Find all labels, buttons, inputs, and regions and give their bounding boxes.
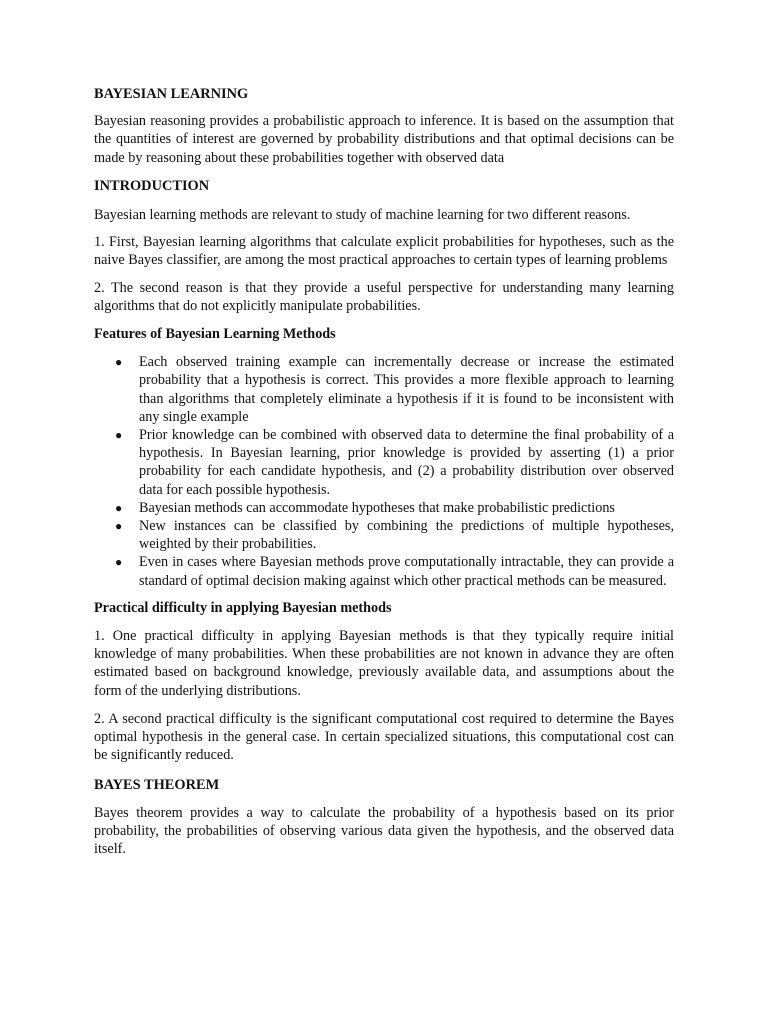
difficulty-heading: Practical difficulty in applying Bayesian methods [94, 599, 392, 616]
features-list [94, 353, 674, 590]
bayes-theorem-heading: BAYES THEOREM [94, 776, 220, 793]
bayesian-learning-paragraph: Bayesian reasoning provides a probabilistic approach to inference. It is based on the assumption that the quantities of interest are governed by probability distributions and that optimal decisions can be made by reasoning about these probabilities together with observed data [94, 113, 674, 166]
bullet-icon: ● [115, 555, 123, 570]
difficulty-paragraph-1: 1. One practical difficulty in applying Bayesian methods is that they typically require initial knowledge of many probabilities. When these probabilities are not known in advance they are often estimated based on background knowledge, previously available data, and assumptions about the form of the underlying distributions. [94, 628, 674, 699]
introduction-heading: INTRODUCTION [94, 177, 210, 194]
introduction-paragraph-1: Bayesian learning methods are relevant to study of machine learning for two different reasons. [94, 207, 631, 224]
features-heading: Features of Bayesian Learning Methods [94, 326, 336, 343]
bullet-icon: ● [115, 519, 123, 534]
bullet-icon: ● [115, 355, 123, 370]
features-list-item: ● Even in cases where Bayesian methods prove computationally intractable, they can provide a standard of optimal decision making against which other practical methods can be measured. [115, 554, 674, 589]
bullet-icon: ● [115, 428, 123, 443]
bayes-theorem-paragraph: Bayes theorem provides a way to calculate the probability of a hypothesis based on its prior probability, the probabilities of observing various data given the hypothesis, and the observed data itself. [94, 804, 674, 858]
introduction-paragraph-3: 2. The second reason is that they provide a useful perspective for understanding many learning algorithms that do not explicitly manipulate probabilities. [94, 279, 674, 314]
introduction-paragraph-2: 1. First, Bayesian learning algorithms that calculate explicit probabilities for hypotheses, such as the naive Bayes classifier, are among the most practical approaches to certain types of learning problems [94, 234, 674, 269]
bullet-icon: ● [115, 500, 123, 515]
features-list-item: ● Prior knowledge can be combined with observed data to determine the final probability of a hypothesis. In Bayesian learning, prior knowledge is provided by asserting (1) a prior probability for each candidate hypothesis, and (2) a probability distribution over observed data for each possible hypothesis. [115, 427, 674, 498]
features-list-item: ● New instances can be classified by combining the predictions of multiple hypotheses, weighted by their probabilities. [115, 518, 674, 553]
bayesian-learning-heading: BAYESIAN LEARNING [94, 86, 249, 102]
difficulty-paragraph-2: 2. A second practical difficulty is the significant computational cost required to determine the Bayes optimal hypothesis in the general case. In certain specialized situations, this computational cost can be significantly reduced. [94, 710, 674, 764]
features-list-item: ● Each observed training example can incrementally decrease or increase the estimated probability that a hypothesis is correct. This provides a more flexible approach to learning than algorithms that completely eliminate a hypothesis if it is found to be inconsistent with any single example [115, 354, 674, 425]
features-list-item: ● Bayesian methods can accommodate hypotheses that make probabilistic predictions [115, 499, 615, 516]
